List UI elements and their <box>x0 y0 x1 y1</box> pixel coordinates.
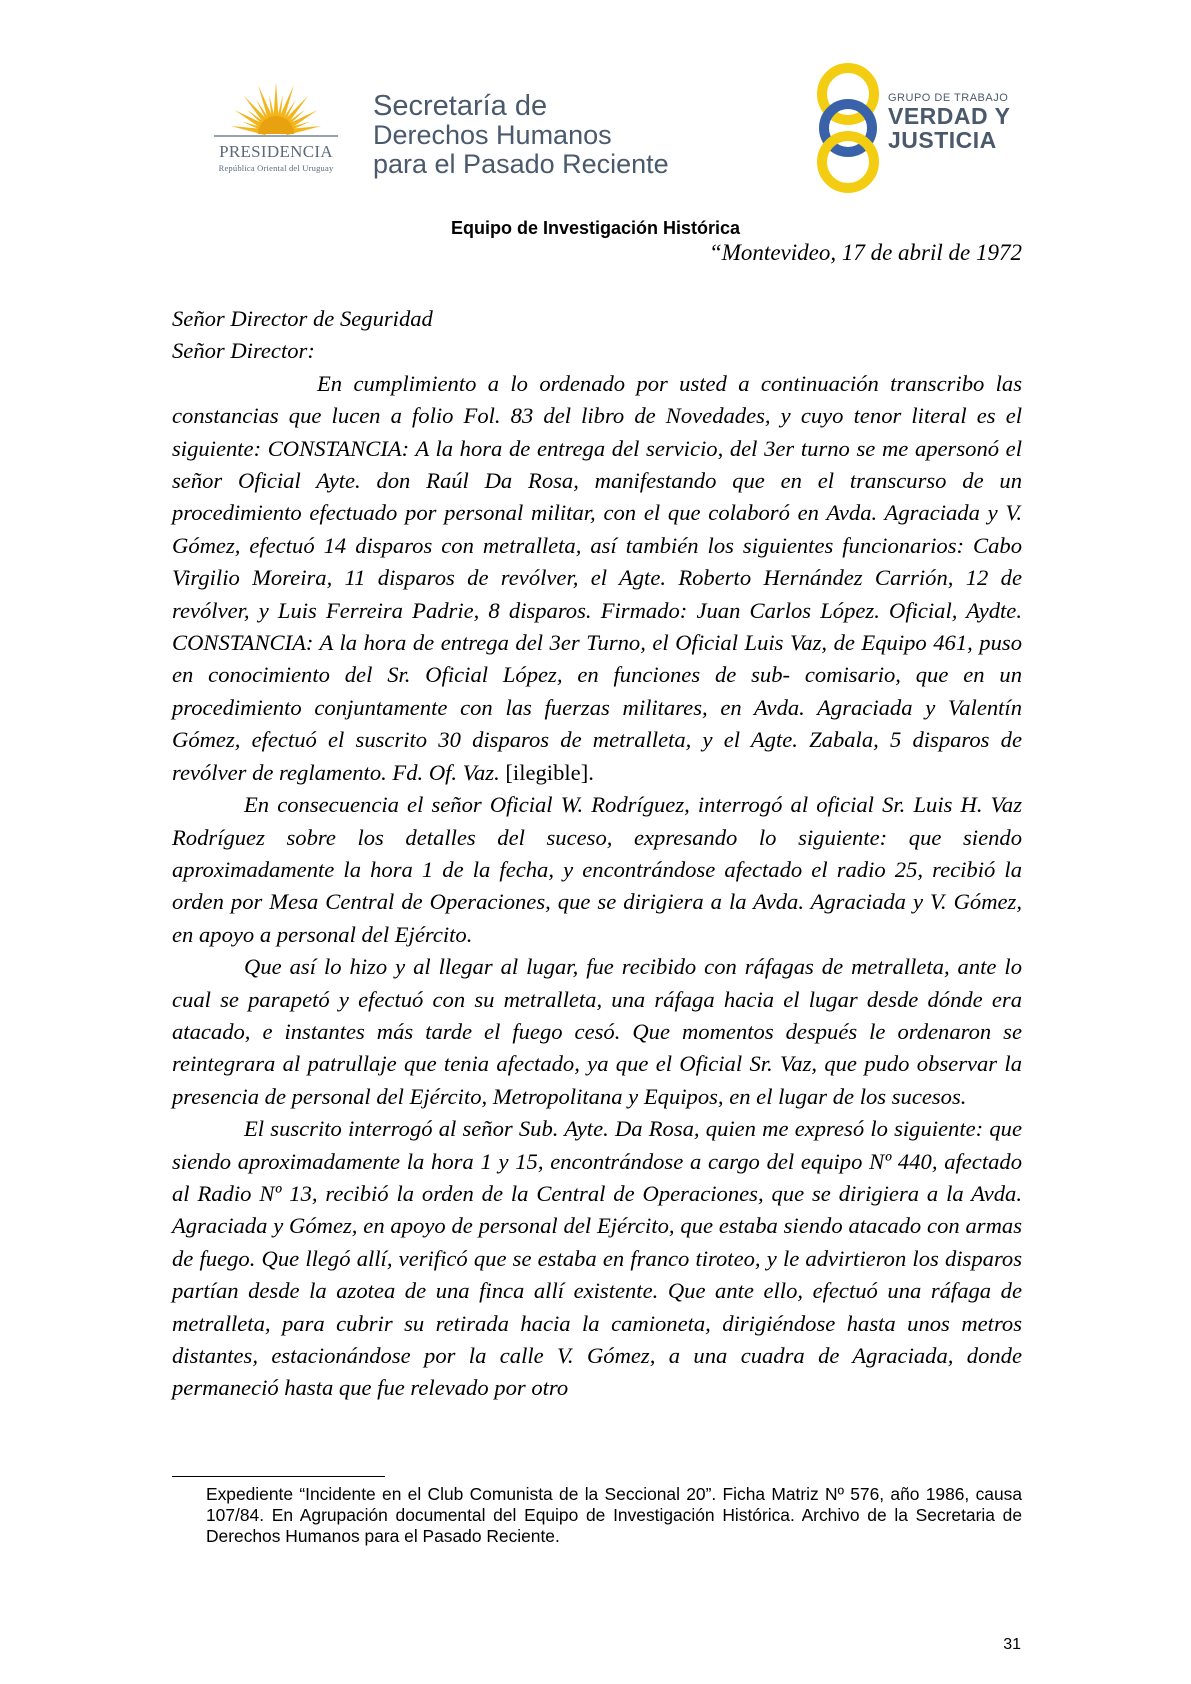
salutation-line1: Señor Director de Seguridad <box>172 306 433 331</box>
presidencia-logo <box>196 80 356 180</box>
paragraph-1 <box>172 368 1022 789</box>
verdad-justicia-logo <box>815 62 1025 194</box>
footnote: Expediente “Incidente en el Club Comunista de la Seccional 20”. Ficha Matriz Nº 576, año 1986, causa 107/84. En Agrupación documental del Equipo de Investigación Histórica. Archivo de la Secretaria de Derechos Humanos para el Pasado Reciente. <box>206 1484 1022 1546</box>
paragraph-4: El suscrito interrogó al señor Sub. Ayte. Da Rosa, quien me expresó lo siguiente: que siendo aproximadamente la hora 1 y 15, encontrándose a cargo del equipo Nº 440, afectado al Radio Nº 13, recibió la orden de la Central de Operaciones, que se dirigiera a la Avda. Agraciada y Gómez, en apoyo de personal del Ejército, que estaba siendo atacado con armas de fuego. Que llegó allí, verificó que se estaba en franco tiroteo, y le advirtieron los disparos partían desde la azotea de una finca allí existente. Que ante ello, efectuó una ráfaga de metralleta, para cubrir su retirada hacia la camioneta, dirigiéndose hasta unos metros distantes, estacionándose por la calle V. Gómez, a una cuadra de Agraciada, donde permaneció hasta que fue relevado por otro <box>172 1116 1022 1401</box>
presidencia-name: PRESIDENCIA <box>219 142 333 161</box>
presidencia-subtitle: República Oriental del Uruguay <box>218 163 334 173</box>
letter-body <box>172 303 1022 1405</box>
paragraph-3: Que así lo hizo y al llegar al lugar, fue recibido con ráfagas de metralleta, ante lo cual se parapetó y efectuó con su metralleta, una ráfaga hacia el lugar desde dónde era atacado, e instantes más tarde el fuego cesó. Que momentos después le ordenaron se reintegrara al patrullaje que tenia afectado, ya que el Oficial Sr. Vaz, que pudo observar la presencia de personal del Ejército, Metropolitana y Equipos, en el lugar de los sucesos. <box>172 954 1022 1109</box>
secretaria-line2: Derechos Humanos <box>373 120 612 150</box>
dateline: “Montevideo, 17 de abril de 1972 <box>708 240 1022 265</box>
paragraph-1-text: En cumplimiento a lo ordenado por usted a continuación transcribo las constancias que lucen a folio Fol. 83 del libro de Novedades, y cuyo tenor literal es el siguiente: CONSTANCIA: A la hora de entrega del servicio, del 3er turno se me apersonó el señor Oficial Ayte. don Raúl Da Rosa, manifestando que en el transcurso de un procedimiento efectuado por personal militar, con el que colaboró en Avda. Agraciada y V. Gómez, efectuó 14 disparos con metralleta, así también los siguientes funcionarios: Cabo Virgilio Moreira, 11 disparos de revólver, el Agte. Roberto Hernández Carrión, 12 de revólver, y Luis Ferreira Padrie, 8 disparos. Firmado: Juan Carlos López. Oficial, Aydte. CONSTANCIA: A la hora de entrega del 3er Turno, el Oficial Luis Vaz, de Equipo 461, puso en conocimiento del Sr. Oficial López, en funciones de sub- comisario, que en un procedimiento conjuntamente con las fuerzas militares, en Avda. Agraciada y Valentín Gómez, efectuó el suscrito 30 disparos de metralleta, y el Agte. Zabala, 5 disparos de revólver de reglamento. Fd. Of. Vaz. <box>172 370 1022 785</box>
secretaria-line1: Secretaría de <box>373 90 548 122</box>
paragraph-2: En consecuencia el señor Oficial W. Rodríguez, interrogó al oficial Sr. Luis H. Vaz Rodríguez sobre los detalles del suceso, expresando lo siguiente: que siendo aproximadamente la hora 1 de la fecha, y encontrándose afectado el radio 25, recibió la orden por Mesa Central de Operaciones, que se dirigiera a la Avda. Agraciada y V. Gómez, en apoyo a personal del Ejército. <box>172 792 1022 947</box>
page-number: 31 <box>1003 1636 1021 1653</box>
illegible-note: [ilegible]. <box>505 759 594 785</box>
rings-icon <box>815 62 885 194</box>
secretaria-title <box>373 92 669 179</box>
salutation-line2: Señor Director: <box>172 338 315 364</box>
footnote-separator <box>172 1476 385 1477</box>
secretaria-line3: para el Pasado Reciente <box>373 149 669 179</box>
team-title: Equipo de Investigación Histórica <box>450 218 741 238</box>
grupo-line1: GRUPO DE TRABAJO <box>888 92 1009 104</box>
sun-icon <box>196 80 356 144</box>
grupo-line2: VERDAD Y <box>888 103 1011 129</box>
grupo-line3: JUSTICIA <box>888 127 997 153</box>
